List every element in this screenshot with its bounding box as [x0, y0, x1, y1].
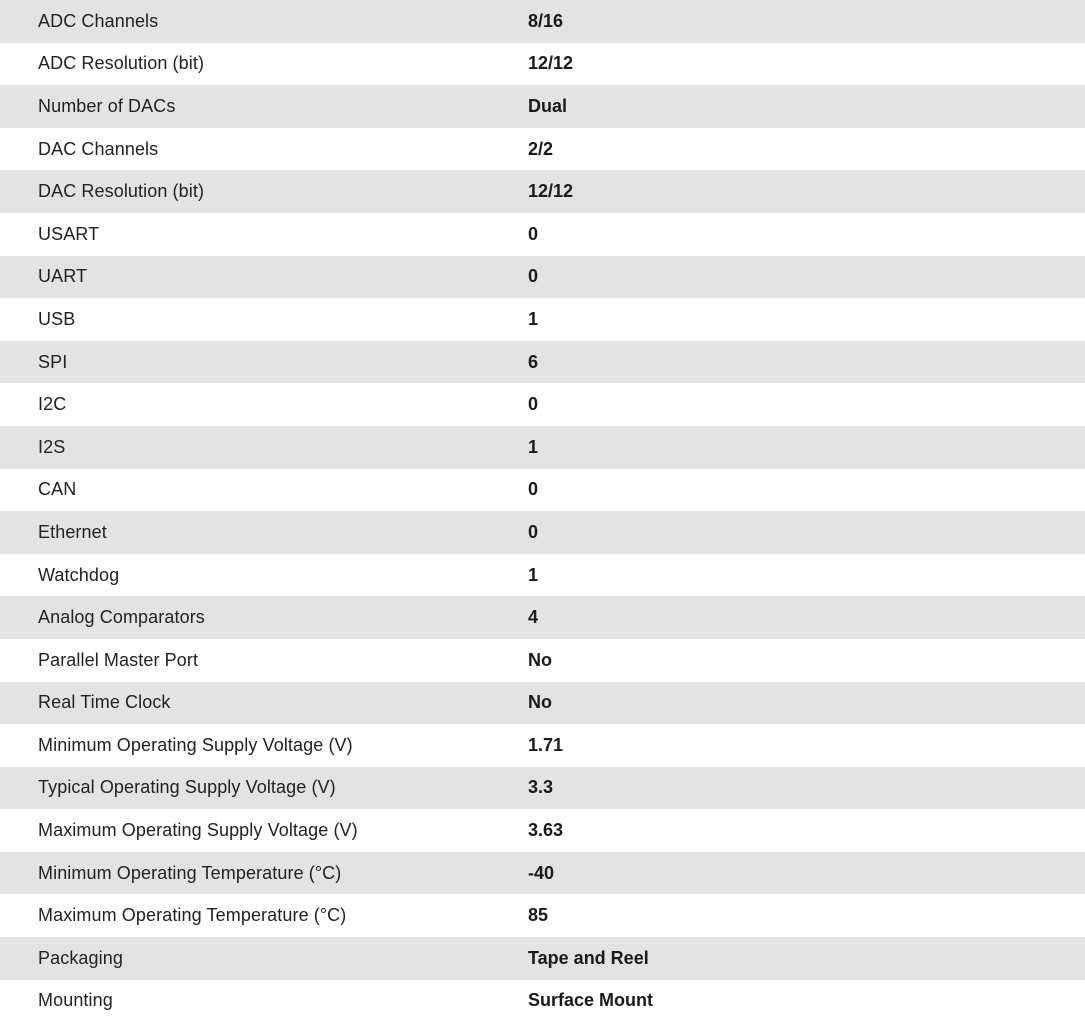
spec-label: CAN	[38, 479, 77, 500]
spec-value: 12/12	[528, 53, 574, 74]
spec-label: Analog Comparators	[38, 607, 205, 628]
spec-value: 1	[528, 436, 539, 457]
spec-value: 0	[528, 266, 539, 287]
spec-label: Real Time Clock	[38, 692, 171, 713]
spec-row-usart	[0, 213, 1085, 256]
spec-label: ADC Resolution (bit)	[38, 53, 205, 74]
spec-value: 1	[528, 308, 539, 329]
spec-value: Tape and Reel	[528, 947, 649, 968]
spec-row-adc-channels	[0, 0, 1085, 43]
spec-row-real-time-clock	[0, 682, 1085, 725]
spec-value: Surface Mount	[528, 990, 654, 1011]
spec-value: -40	[528, 862, 555, 883]
spec-row-analog-comparators	[0, 596, 1085, 639]
spec-value: 6	[528, 351, 539, 372]
spec-label: Packaging	[38, 947, 123, 968]
spec-row-parallel-master-port	[0, 639, 1085, 682]
spec-value: 1.71	[528, 734, 564, 755]
spec-label: Maximum Operating Temperature (°C)	[38, 905, 347, 926]
spec-label: Minimum Operating Supply Voltage (V)	[38, 734, 353, 755]
spec-label: SPI	[38, 351, 68, 372]
spec-row-i2c	[0, 383, 1085, 426]
spec-value: No	[528, 649, 552, 670]
spec-row-can	[0, 469, 1085, 512]
spec-label: DAC Resolution (bit)	[38, 181, 205, 202]
spec-value: 0	[528, 394, 539, 415]
spec-label: Minimum Operating Temperature (°C)	[38, 862, 342, 883]
spec-value: 3.3	[528, 777, 554, 798]
spec-row-i2s	[0, 426, 1085, 469]
spec-label: Mounting	[38, 990, 113, 1011]
spec-label: Parallel Master Port	[38, 649, 199, 670]
spec-label: Maximum Operating Supply Voltage (V)	[38, 820, 358, 841]
spec-label: USART	[38, 223, 100, 244]
spec-value: 0	[528, 223, 539, 244]
spec-label: Typical Operating Supply Voltage (V)	[38, 777, 336, 798]
spec-row-max-temperature	[0, 894, 1085, 937]
spec-row-max-supply-voltage	[0, 809, 1085, 852]
spec-label: Ethernet	[38, 521, 107, 542]
spec-value: 3.63	[528, 820, 564, 841]
spec-label: ADC Channels	[38, 10, 159, 31]
spec-row-ethernet	[0, 511, 1085, 554]
spec-value: 12/12	[528, 181, 574, 202]
spec-value: 1	[528, 564, 539, 585]
spec-value: No	[528, 692, 552, 713]
spec-value: Dual	[528, 95, 568, 116]
spec-label: I2S	[38, 436, 66, 457]
spec-row-packaging	[0, 937, 1085, 980]
spec-row-usb	[0, 298, 1085, 341]
spec-label: Number of DACs	[38, 95, 176, 116]
spec-row-min-temperature	[0, 852, 1085, 895]
spec-label: I2C	[38, 394, 67, 415]
spec-value: 4	[528, 607, 539, 628]
spec-value: 0	[528, 521, 539, 542]
spec-row-mounting	[0, 980, 1085, 1022]
spec-value: 2/2	[528, 138, 554, 159]
spec-row-dac-resolution	[0, 170, 1085, 213]
spec-row-watchdog	[0, 554, 1085, 597]
spec-row-adc-resolution	[0, 43, 1085, 86]
spec-row-min-supply-voltage	[0, 724, 1085, 767]
spec-label: UART	[38, 266, 88, 287]
spec-value: 85	[528, 905, 549, 926]
spec-row-number-of-dacs	[0, 85, 1085, 128]
spec-row-uart	[0, 256, 1085, 299]
spec-label: Watchdog	[38, 564, 120, 585]
spec-value: 0	[528, 479, 539, 500]
spec-label: USB	[38, 308, 76, 329]
spec-label: DAC Channels	[38, 138, 159, 159]
spec-row-spi	[0, 341, 1085, 384]
spec-value: 8/16	[528, 10, 564, 31]
spec-row-dac-channels	[0, 128, 1085, 171]
spec-row-typ-supply-voltage	[0, 767, 1085, 810]
